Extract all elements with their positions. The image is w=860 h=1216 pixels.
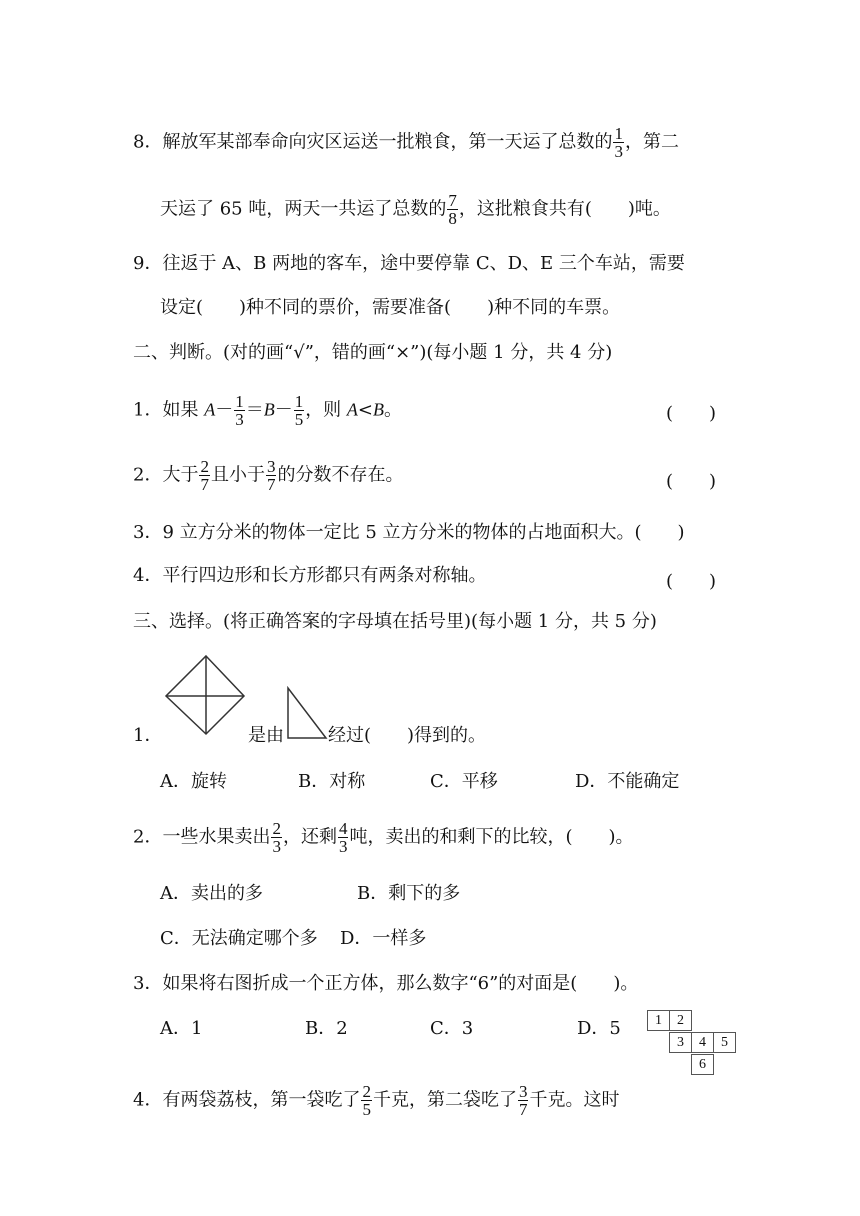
denominator: 3 bbox=[338, 837, 348, 856]
question-number: 9． bbox=[133, 253, 163, 274]
choice-2 bbox=[133, 820, 634, 855]
numerator: 1 bbox=[614, 124, 623, 143]
question-text: ，这批粮食共有( )吨。 bbox=[458, 198, 671, 220]
question-8-line-1 bbox=[133, 125, 679, 160]
choice-1-tail: 经过( )得到的。 bbox=[328, 725, 487, 746]
question-number: 4． bbox=[133, 1089, 163, 1111]
question-text: 设定( )种不同的票价，需要准备( )种不同的车票。 bbox=[160, 297, 621, 318]
denominator: 3 bbox=[614, 142, 623, 161]
numerator: 1 bbox=[235, 392, 244, 411]
variable-a: A bbox=[204, 399, 216, 420]
question-number: 1． bbox=[133, 399, 163, 421]
net-cell: 2 bbox=[669, 1010, 692, 1031]
question-text: 一些水果卖出 bbox=[162, 826, 271, 848]
net-cell: 5 bbox=[713, 1032, 736, 1053]
question-text: 千克，第二袋吃了 bbox=[372, 1089, 517, 1111]
question-9-line-1 bbox=[133, 255, 685, 273]
answer-parentheses[interactable]: ( ) bbox=[666, 403, 717, 424]
minus-sign: － bbox=[274, 399, 293, 421]
question-text: 有两袋荔枝，第一袋吃了 bbox=[162, 1089, 361, 1111]
numerator: 4 bbox=[338, 819, 348, 838]
question-text: 如果 bbox=[162, 399, 205, 421]
denominator: 5 bbox=[362, 1100, 371, 1119]
option-a[interactable]: A．1 bbox=[160, 1018, 203, 1039]
fraction bbox=[294, 393, 305, 428]
equal-sign: ＝ bbox=[245, 399, 264, 421]
question-text: ，则 bbox=[305, 399, 347, 421]
answer-parentheses[interactable]: ( ) bbox=[666, 471, 717, 492]
option-c[interactable]: C．平移 bbox=[430, 771, 498, 792]
question-text: 大于 bbox=[162, 464, 199, 486]
denominator: 5 bbox=[294, 410, 304, 429]
numerator: 2 bbox=[272, 819, 281, 838]
option-c[interactable]: C．无法确定哪个多 bbox=[160, 928, 318, 949]
question-text: 且小于 bbox=[210, 464, 265, 486]
question-text: 的分数不存在。 bbox=[277, 464, 404, 486]
denominator: 7 bbox=[200, 475, 209, 494]
denominator: 7 bbox=[266, 475, 276, 494]
numerator: 3 bbox=[518, 1082, 528, 1101]
question-text: 如果将右图折成一个正方体，那么数字“6”的对面是( )。 bbox=[162, 973, 639, 994]
fraction bbox=[234, 393, 245, 428]
question-number: 4． bbox=[133, 565, 163, 586]
fraction bbox=[361, 1083, 372, 1118]
section-2-title: 二、判断。(对的画“√”，错的画“×”)(每小题 1 分，共 4 分) bbox=[133, 342, 613, 363]
choice-1-mid: 是由 bbox=[248, 725, 284, 746]
judge-3 bbox=[133, 524, 685, 542]
numerator: 3 bbox=[266, 457, 276, 476]
fraction bbox=[266, 458, 277, 493]
fraction bbox=[338, 820, 349, 855]
option-a[interactable]: A．卖出的多 bbox=[160, 883, 263, 904]
cube-net-figure bbox=[647, 1010, 747, 1080]
net-cell: 3 bbox=[669, 1032, 692, 1053]
question-number: 8． bbox=[133, 131, 163, 153]
option-b[interactable]: B．2 bbox=[305, 1018, 348, 1039]
variable-b: B bbox=[373, 399, 385, 420]
fraction bbox=[613, 125, 624, 160]
fraction bbox=[447, 192, 458, 227]
less-than-sign: < bbox=[357, 399, 374, 421]
question-text: ，第二 bbox=[624, 131, 679, 153]
choice-3 bbox=[133, 975, 638, 993]
question-8-line-2 bbox=[160, 192, 671, 227]
question-text: ，还剩 bbox=[282, 826, 337, 848]
net-cell: 6 bbox=[691, 1054, 714, 1075]
numerator: 7 bbox=[448, 191, 457, 210]
question-number: 3． bbox=[133, 973, 163, 994]
option-b[interactable]: B．对称 bbox=[298, 771, 366, 792]
question-text: 吨，卖出的和剩下的比较，( )。 bbox=[349, 826, 634, 848]
judge-4 bbox=[133, 567, 486, 585]
choice-1 bbox=[133, 727, 162, 745]
answer-parentheses[interactable]: ( ) bbox=[666, 571, 717, 592]
question-text: 解放军某部奉命向灾区运送一批粮食，第一天运了总数的 bbox=[162, 131, 613, 153]
denominator: 3 bbox=[235, 410, 244, 429]
question-text: 。 bbox=[384, 399, 403, 421]
section-3-title: 三、选择。(将正确答案的字母填在括号里)(每小题 1 分，共 5 分) bbox=[133, 611, 657, 632]
option-c[interactable]: C．3 bbox=[430, 1018, 474, 1039]
option-a[interactable]: A．旋转 bbox=[160, 771, 227, 792]
denominator: 7 bbox=[518, 1100, 528, 1119]
question-number: 2． bbox=[133, 826, 163, 848]
net-cell: 1 bbox=[647, 1010, 670, 1031]
numerator: 2 bbox=[200, 457, 209, 476]
judge-2 bbox=[133, 458, 403, 493]
question-9-line-2 bbox=[160, 299, 620, 317]
fraction bbox=[271, 820, 282, 855]
question-text: 天运了 65 吨，两天一共运了总数的 bbox=[160, 198, 447, 220]
denominator: 3 bbox=[272, 837, 281, 856]
numerator: 1 bbox=[294, 392, 304, 411]
net-cell: 4 bbox=[691, 1032, 714, 1053]
question-number: 2． bbox=[133, 464, 163, 486]
fraction bbox=[518, 1083, 529, 1118]
variable-a: A bbox=[346, 399, 358, 420]
rotated-triangles-figure bbox=[164, 654, 250, 738]
denominator: 8 bbox=[448, 209, 457, 228]
question-text: 千克。这时 bbox=[529, 1089, 620, 1111]
question-text: 9 立方分米的物体一定比 5 立方分米的物体的占地面积大。( ) bbox=[162, 522, 685, 543]
option-d[interactable]: D．不能确定 bbox=[575, 771, 680, 792]
fraction bbox=[199, 458, 210, 493]
option-d[interactable]: D．一样多 bbox=[340, 928, 427, 949]
question-text: 往返于 A、B 两地的客车，途中要停靠 C、D、E 三个车站，需要 bbox=[162, 253, 685, 274]
variable-b: B bbox=[263, 399, 275, 420]
judge-1 bbox=[133, 393, 402, 428]
question-number: 3． bbox=[133, 522, 163, 543]
option-b[interactable]: B．剩下的多 bbox=[357, 883, 461, 904]
question-number: 1． bbox=[133, 725, 163, 746]
triangle-figure bbox=[284, 686, 328, 740]
choice-4 bbox=[133, 1083, 619, 1118]
option-d[interactable]: D．5 bbox=[577, 1018, 621, 1039]
minus-sign: － bbox=[215, 399, 234, 421]
question-text: 平行四边形和长方形都只有两条对称轴。 bbox=[162, 565, 487, 586]
numerator: 2 bbox=[362, 1082, 371, 1101]
